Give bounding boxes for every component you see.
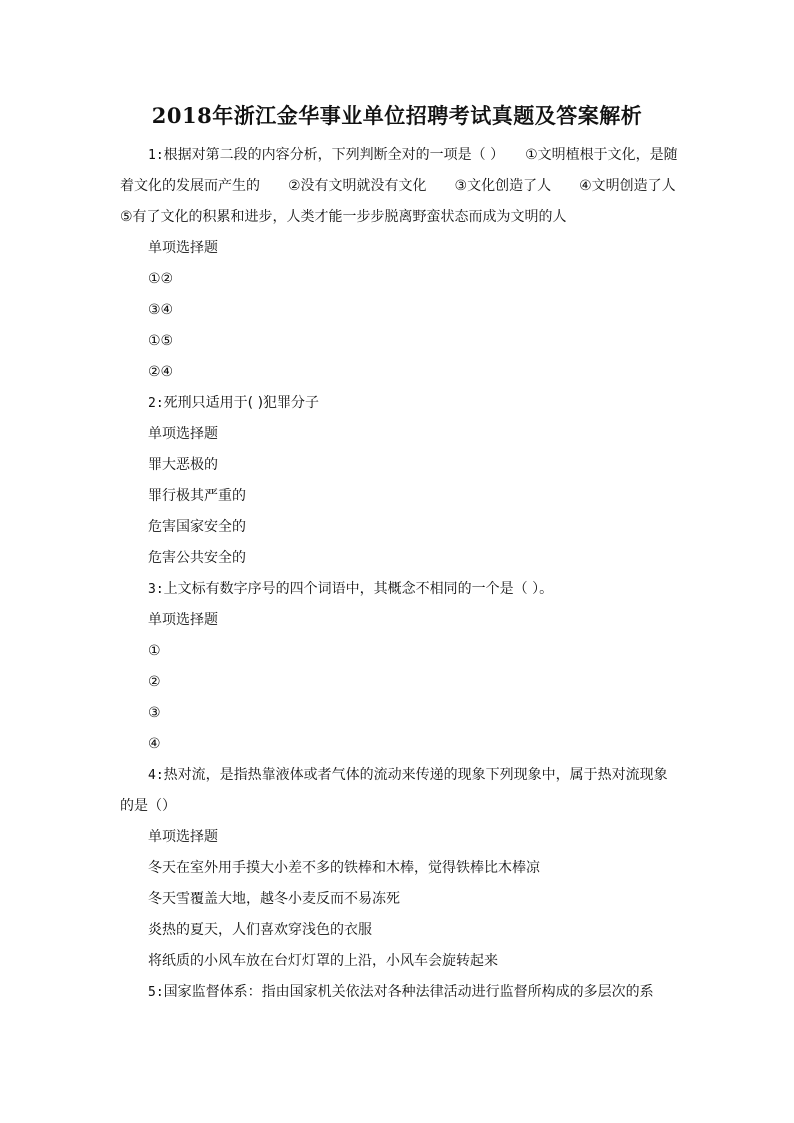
document-title: 2018年浙江金华事业单位招聘考试真题及答案解析 xyxy=(151,103,643,128)
question-stem: 死刑只适用于( )犯罪分子 xyxy=(163,395,320,411)
option-2: ③④ xyxy=(148,302,174,318)
option-1: ①② xyxy=(148,271,174,287)
question-number: 2: xyxy=(148,396,164,411)
question-type-label: 单项选择题 xyxy=(148,612,218,628)
question-stem: 根据对第二段的内容分析，下列判断全对的一项是（ ） ①文明植根于文化，是随着文化的发展而产生的 ②没有文明就没有文化 ③文化创造了人 ④文明创造了人 ⑤有了文化的积累和进步，人类才能一步步脱离野蛮状态而成为文明的人 xyxy=(120,147,704,225)
option-1: 冬天在室外用手摸大小差不多的铁棒和木棒，觉得铁棒比木棒凉 xyxy=(148,860,540,876)
option-4: 将纸质的小风车放在台灯灯罩的上沿，小风车会旋转起来 xyxy=(148,953,498,969)
question-type-label: 单项选择题 xyxy=(148,240,218,256)
option-4: ④ xyxy=(148,736,161,752)
option-2: ② xyxy=(148,674,161,690)
question-4-text xyxy=(120,760,680,822)
option-1: 罪大恶极的 xyxy=(148,457,218,473)
question-stem: 国家监督体系：指由国家机关依法对各种法律活动进行监督所构成的多层次的系 xyxy=(163,984,654,1000)
question-1-text xyxy=(120,140,704,233)
question-type-label: 单项选择题 xyxy=(148,829,218,845)
option-2: 罪行极其严重的 xyxy=(148,488,246,504)
option-4: 危害公共安全的 xyxy=(148,550,246,566)
option-3: ①⑤ xyxy=(148,333,174,349)
option-4: ②④ xyxy=(148,364,174,380)
question-2-text xyxy=(120,388,680,419)
question-5-text xyxy=(120,977,680,1008)
option-3: 炎热的夏天，人们喜欢穿浅色的衣服 xyxy=(148,922,372,938)
question-type-label: 单项选择题 xyxy=(148,426,218,442)
question-number: 1: xyxy=(148,148,164,163)
question-stem: 热对流，是指热靠液体或者气体的流动来传递的现象下列现象中，属于热对流现象的是（） xyxy=(120,767,668,814)
question-number: 3: xyxy=(148,582,164,597)
option-3: 危害国家安全的 xyxy=(148,519,246,535)
option-1: ① xyxy=(148,643,161,659)
question-number: 5: xyxy=(148,985,164,1000)
document-body xyxy=(120,140,704,1008)
option-3: ③ xyxy=(148,705,161,721)
question-stem: 上文标有数字序号的四个词语中，其概念不相同的一个是（ ）。 xyxy=(163,581,554,597)
option-2: 冬天雪覆盖大地，越冬小麦反而不易冻死 xyxy=(148,891,400,907)
question-3-text xyxy=(120,574,680,605)
question-number: 4: xyxy=(148,768,164,783)
